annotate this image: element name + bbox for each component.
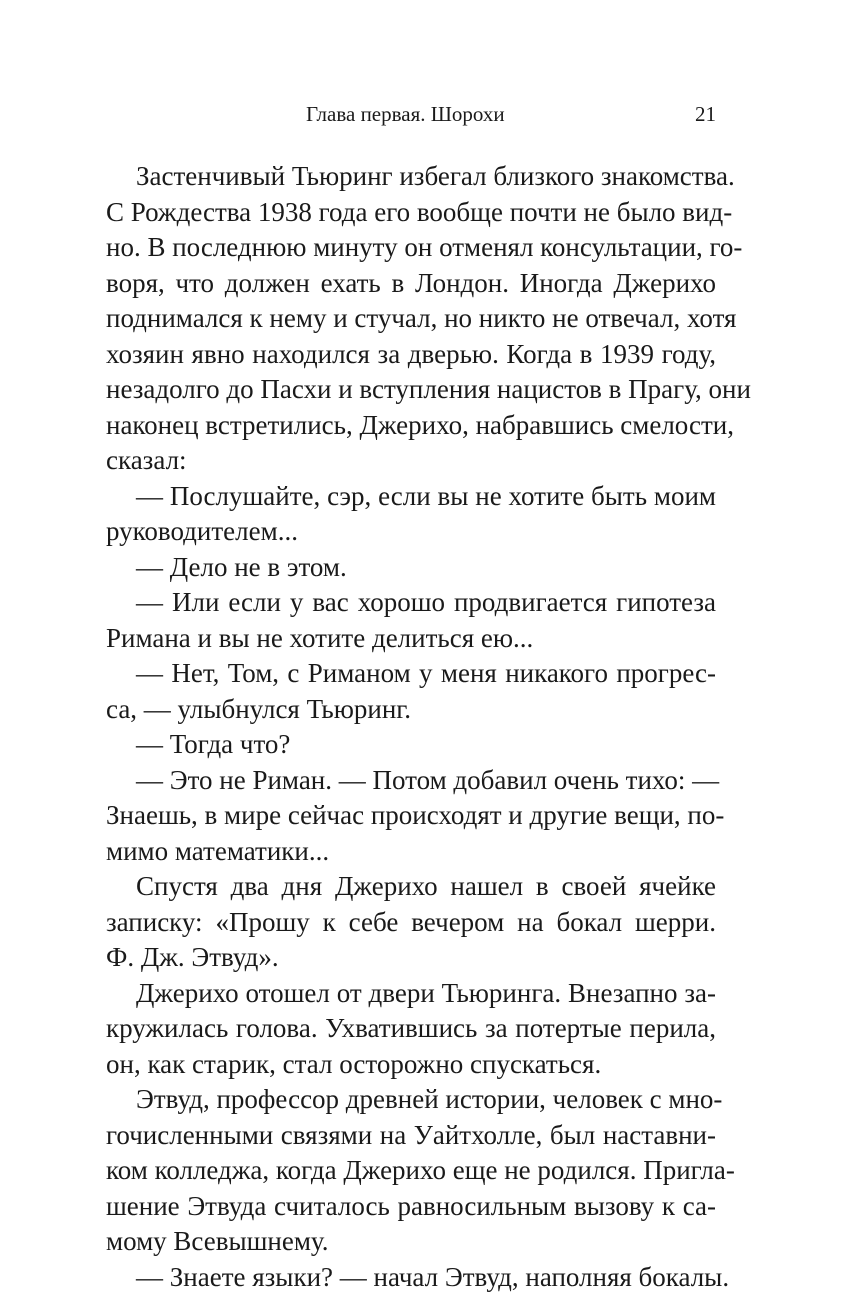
text-line: наконец встретились, Джерихо, набравшись смелости,: [106, 409, 734, 440]
page-header: [106, 98, 716, 130]
text-line: сказал:: [106, 445, 187, 475]
text-line: Ф. Дж. Этвуд».: [106, 942, 279, 972]
text-line: Спустя два дня Джерихо нашел в своей ячейке: [136, 871, 716, 901]
text-line: незадолго до Пасхи и вступления нацистов в Прагу, они: [106, 374, 751, 404]
text-line: Джерихо отошел от двери Тьюринга. Внезапно за-: [136, 977, 716, 1008]
text-line: — Послушайте, сэр, если вы не хотите быть моим: [136, 480, 716, 511]
text-line: — Нет, Том, с Риманом у меня никакого прогрес-: [136, 658, 716, 688]
text-line: но. В последнюю минуту он отменял консультации, го-: [106, 232, 743, 262]
text-line: Римана и вы не хотите делиться ею...: [106, 622, 534, 653]
text-line: С Рождества 1938 года его вообще почти не было вид-: [106, 196, 733, 227]
running-title: Глава первая. Шорохи: [306, 102, 505, 126]
text-line: са, — улыбнулся Тьюринг.: [106, 693, 412, 724]
text-line: — Знаете языки? — начал Этвуд, наполняя бокалы.: [136, 1261, 730, 1292]
text-line: шение Этвуда считалось равносильным вызову к са-: [106, 1190, 716, 1221]
text-line: воря, что должен ехать в Лондон. Иногда Джерихо: [106, 267, 716, 298]
page-number: 21: [695, 102, 716, 126]
text-line: Знаешь, в мире сейчас происходят и другие вещи, по-: [106, 800, 725, 830]
text-line: он, как старик, стал осторожно спускаться.: [106, 1048, 602, 1079]
text-line: хозяин явно находился за дверью. Когда в 1939 году,: [106, 338, 716, 369]
text-line: руководителем...: [106, 516, 298, 546]
text-line: — Тогда что?: [136, 729, 291, 759]
text-line: мому Всевышнему.: [106, 1226, 329, 1256]
text-line: — Это не Риман. — Потом добавил очень тихо: —: [136, 764, 720, 795]
text-line: Этвуд, профессор древней истории, человек с мно-: [136, 1084, 723, 1114]
body-text: [106, 159, 751, 1295]
text-line: ком колледжа, когда Джерихо еще не родился. Пригла-: [106, 1155, 735, 1185]
text-line: записку: «Прошу к себе вечером на бокал шерри.: [106, 906, 716, 937]
text-line: — Дело не в этом.: [136, 551, 347, 582]
text-line: Застенчивый Тьюринг избегал близкого знакомства.: [136, 161, 735, 191]
text-line: мимо математики...: [106, 835, 330, 866]
text-line: — Или если у вас хорошо продвигается гипотеза: [136, 587, 716, 617]
text-line: кружилась голова. Ухватившись за потертые перила,: [106, 1013, 716, 1043]
text-line: гочисленными связями на Уайтхолле, был наставни-: [106, 1119, 716, 1150]
text-line: поднимался к нему и стучал, но никто не отвечал, хотя: [106, 303, 737, 333]
